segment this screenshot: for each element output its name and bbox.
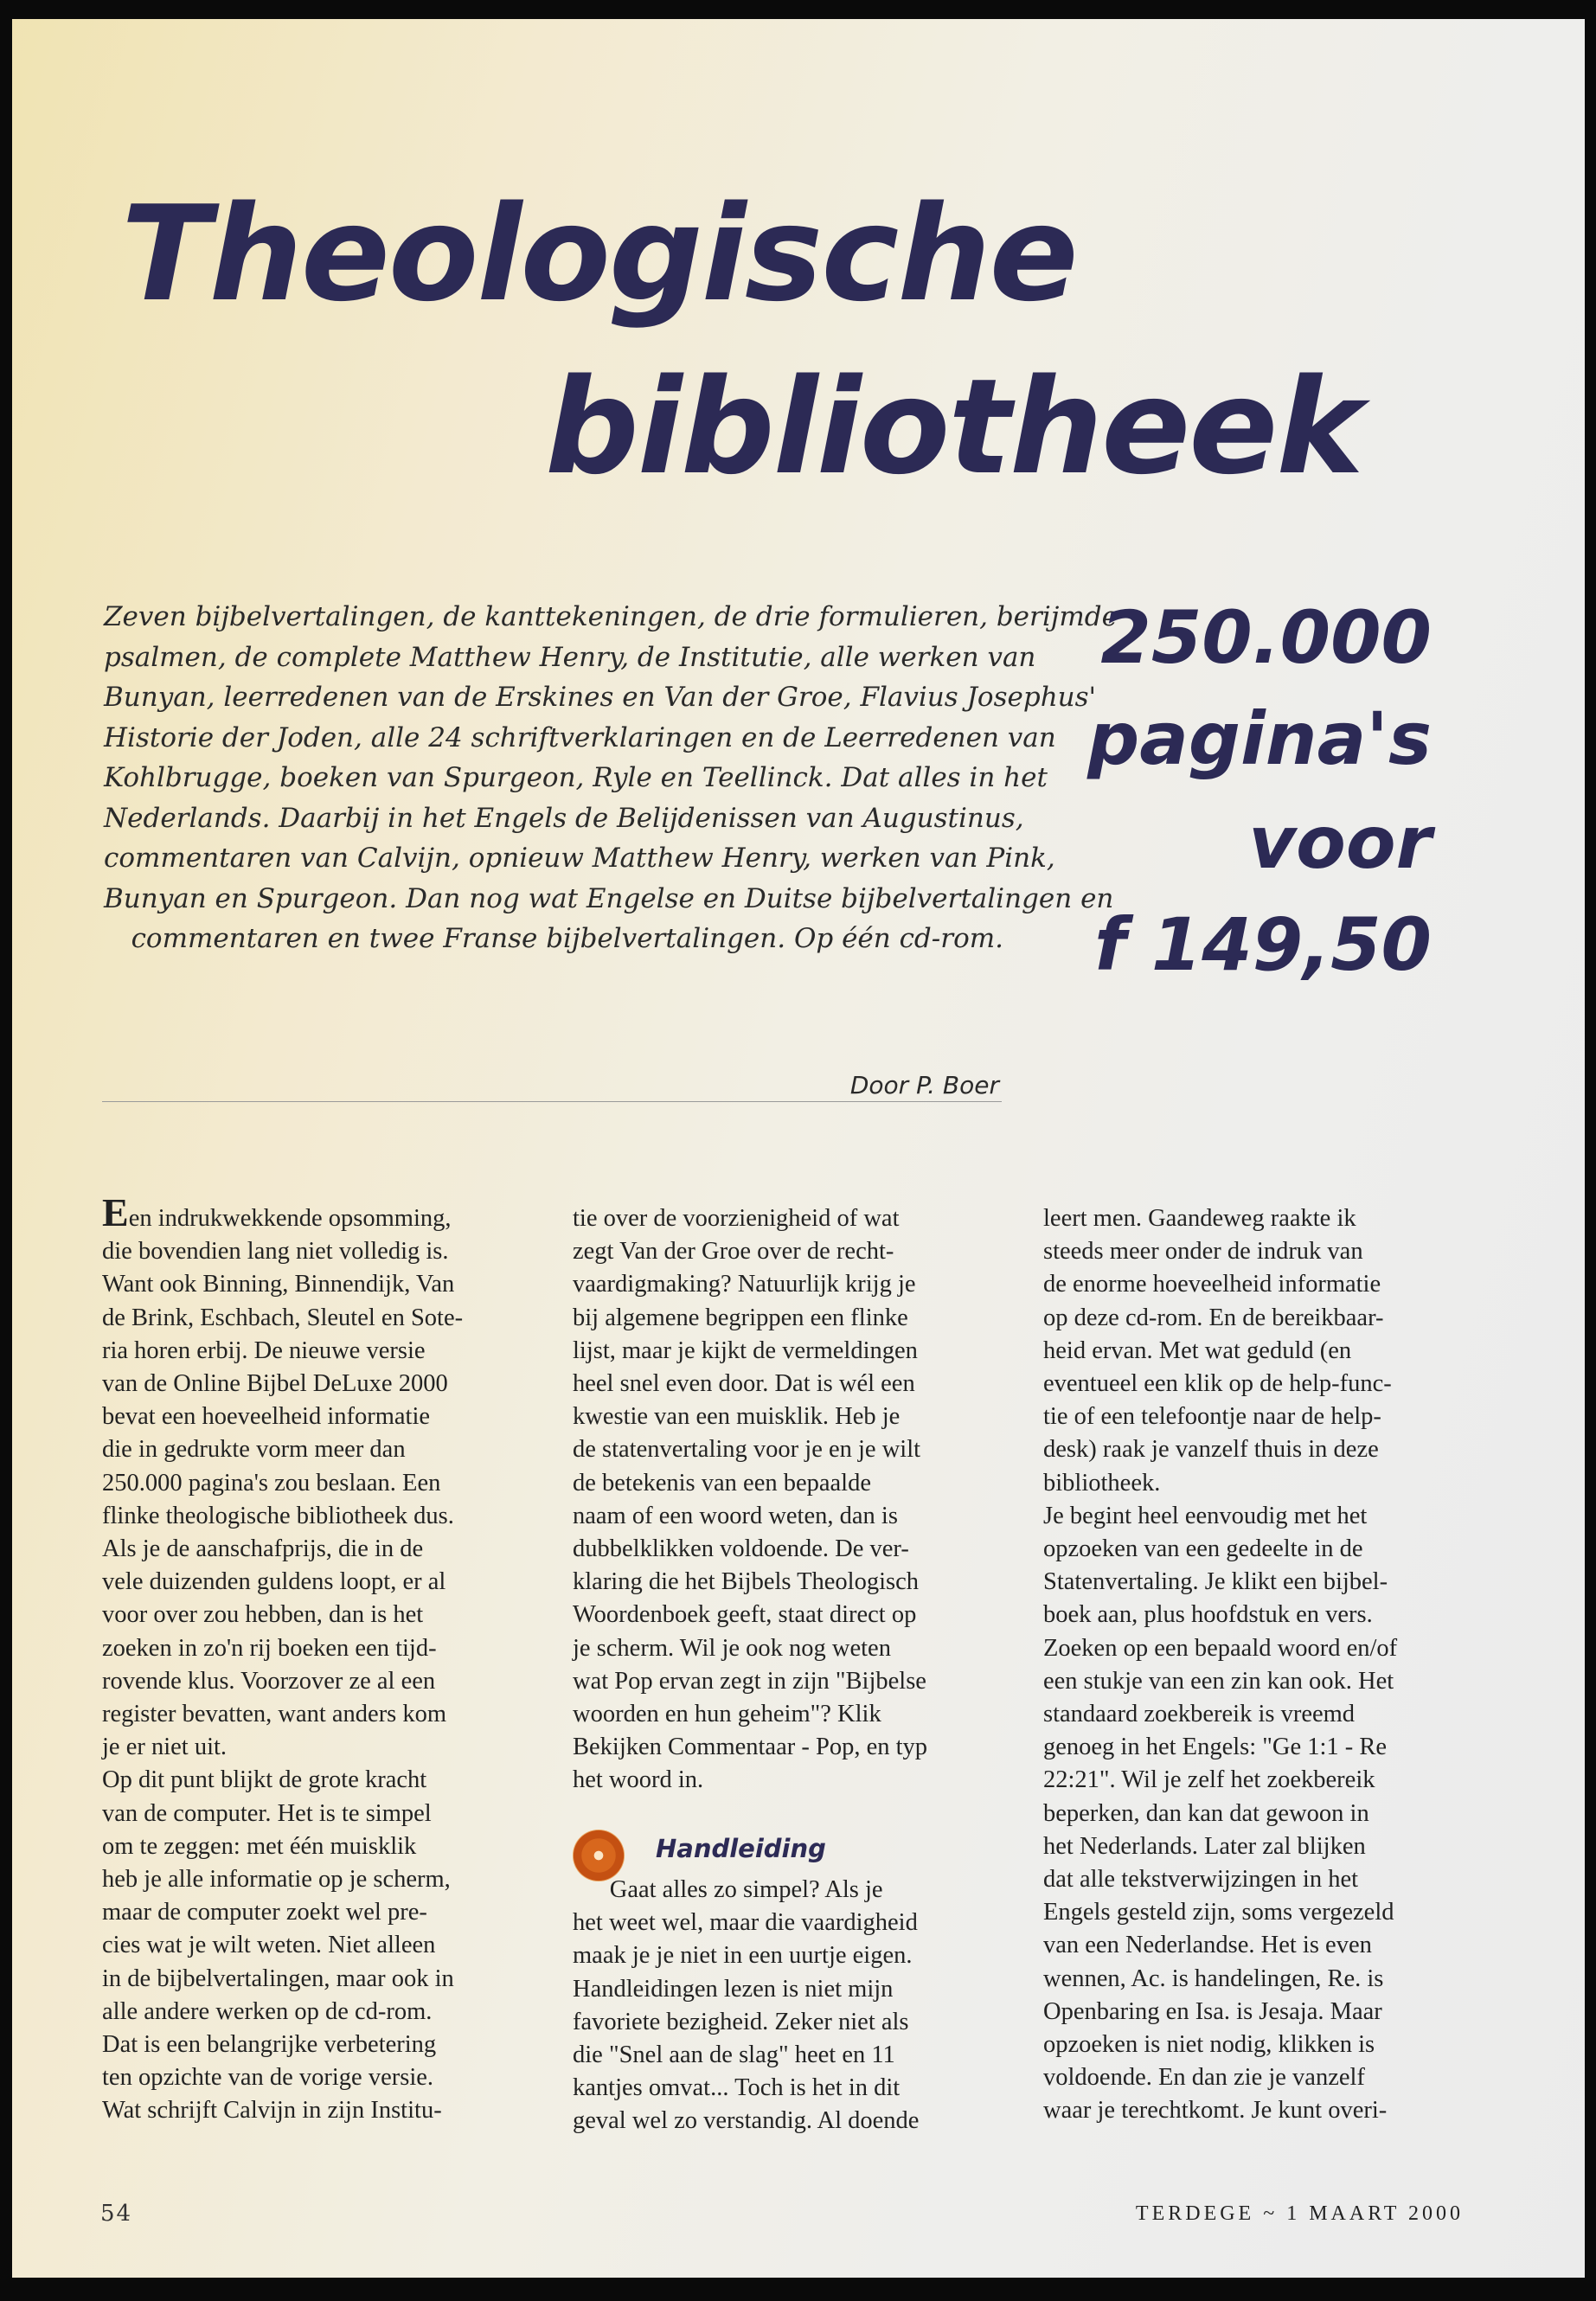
body-line: flinke theologische bibliotheek dus. xyxy=(102,1502,454,1529)
first-line-text: en indrukwekkende opsomming, xyxy=(128,1205,452,1232)
page-number: 54 xyxy=(100,2201,133,2227)
body-line: naam of een woord weten, dan is xyxy=(573,1502,898,1529)
intro-paragraph xyxy=(104,597,1118,959)
body-line: een stukje van een zin kan ook. Het xyxy=(1043,1667,1394,1695)
body-line: Engels gesteld zijn, soms vergezeld xyxy=(1043,1899,1394,1926)
scan-border-right xyxy=(1585,0,1596,2301)
intro-line: commentaren en twee Franse bijbelvertalingen. Op één cd-rom. xyxy=(131,923,1003,954)
section-subheading: Handleiding xyxy=(656,1834,826,1863)
body-line: van de computer. Het is te simpel xyxy=(102,1799,432,1827)
body-line: 250.000 pagina's zou beslaan. Een xyxy=(102,1469,441,1497)
drop-cap: E xyxy=(102,1190,129,1234)
body-line: Wat schrijft Calvijn in zijn Institu- xyxy=(102,2097,442,2125)
body-line: favoriete bezigheid. Zeker niet als xyxy=(573,2008,909,2035)
body-line: bibliotheek. xyxy=(1043,1469,1161,1497)
body-line: je er niet uit. xyxy=(102,1734,228,1761)
body-line: van een Nederlandse. Het is even xyxy=(1043,1932,1372,1959)
body-line: de statenvertaling voor je en je wilt xyxy=(573,1436,921,1464)
body-line: in de bijbelvertalingen, maar ook in xyxy=(102,1965,454,1992)
body-line: tie over de voorzienigheid of wat xyxy=(573,1205,900,1232)
body-line: wat Pop ervan zegt in zijn "Bijbelse xyxy=(573,1667,926,1695)
byline-divider xyxy=(102,1101,1002,1102)
scan-border-top xyxy=(0,0,1596,19)
body-line: Je begint heel eenvoudig met het xyxy=(1043,1502,1368,1529)
body-line: die bovendien lang niet volledig is. xyxy=(102,1238,449,1266)
body-line: cies wat je wilt weten. Niet alleen xyxy=(102,1932,436,1959)
price-callout-line: 250.000 xyxy=(1100,595,1432,680)
body-column-2 xyxy=(573,1202,1005,1798)
body-line: 22:21". Wil je zelf het zoekbereik xyxy=(1043,1766,1375,1794)
body-column-3 xyxy=(1043,1202,1476,2128)
intro-line: commentaren van Calvijn, opnieuw Matthew Henry, werken van Pink, xyxy=(104,843,1055,874)
title-line-1: Theologische xyxy=(121,177,1077,330)
body-line: Zoeken op een bepaald woord en/of xyxy=(1043,1634,1398,1662)
body-line: waar je terechtkomt. Je kunt overi- xyxy=(1043,2097,1388,2125)
body-line: alle andere werken op de cd-rom. xyxy=(102,1997,433,2025)
body-column-2-continued xyxy=(573,1874,1005,2138)
body-line: vaardigmaking? Natuurlijk krijg je xyxy=(573,1271,916,1298)
body-line: genoeg in het Engels: "Ge 1:1 - Re xyxy=(1043,1734,1388,1761)
body-line: woorden en hun geheim"? Klik xyxy=(573,1701,881,1728)
intro-line: Bunyan en Spurgeon. Dan nog wat Engelse en Duitse bijbelvertalingen en xyxy=(104,882,1114,914)
body-line: Want ook Binning, Binnendijk, Van xyxy=(102,1271,455,1298)
body-line: opzoeken van een gedeelte in de xyxy=(1043,1535,1363,1563)
body-line: Bekijken Commentaar - Pop, en typ xyxy=(573,1734,928,1761)
body-line: van de Online Bijbel DeLuxe 2000 xyxy=(102,1370,448,1398)
intro-line: Nederlands. Daarbij in het Engels de Belijdenissen van Augustinus, xyxy=(104,802,1024,834)
body-line: kwestie van een muisklik. Heb je xyxy=(573,1403,901,1431)
price-callout-line: f 149,50 xyxy=(1094,902,1432,987)
body-line: die in gedrukte vorm meer dan xyxy=(102,1436,406,1464)
body-line: dubbelklikken voldoende. De ver- xyxy=(573,1535,909,1563)
body-line: steeds meer onder de indruk van xyxy=(1043,1238,1363,1266)
body-line: heid ervan. Met wat geduld (en xyxy=(1043,1336,1352,1364)
body-line: Gaat alles zo simpel? Als je xyxy=(573,1876,883,1903)
body-line: opzoeken is niet nodig, klikken is xyxy=(1043,2031,1375,2059)
body-line: de betekenis van een bepaalde xyxy=(573,1469,871,1497)
body-line: klaring die het Bijbels Theologisch xyxy=(573,1568,919,1596)
title-line-2: bibliotheek xyxy=(545,350,1362,503)
body-line: dat alle tekstverwijzingen in het xyxy=(1043,1866,1359,1894)
body-line: maar de computer zoekt wel pre- xyxy=(102,1899,427,1926)
body-line: je scherm. Wil je ook nog weten xyxy=(573,1634,891,1662)
body-line: boek aan, plus hoofdstuk en vers. xyxy=(1043,1601,1373,1629)
body-line: desk) raak je vanzelf thuis in deze xyxy=(1043,1436,1379,1464)
price-callout-line: pagina's xyxy=(1087,696,1432,781)
body-line: rovende klus. Voorzover ze al een xyxy=(102,1667,436,1695)
price-callout-line: voor xyxy=(1248,800,1432,885)
scan-border-bottom xyxy=(0,2278,1596,2301)
scan-border-left xyxy=(0,0,12,2301)
body-line: bevat een hoeveelheid informatie xyxy=(102,1403,431,1431)
body-line: op deze cd-rom. En de bereikbaar- xyxy=(1043,1304,1384,1331)
body-line: leert men. Gaandeweg raakte ik xyxy=(1043,1205,1356,1232)
body-line: de Brink, Eschbach, Sleutel en Sote- xyxy=(102,1304,464,1331)
body-line: voor over zou hebben, dan is het xyxy=(102,1601,424,1629)
body-line: die "Snel aan de slag" heet en 11 xyxy=(573,2041,895,2069)
body-line: maak je je niet in een uurtje eigen. xyxy=(573,1942,913,1970)
body-line: heb je alle informatie op je scherm, xyxy=(102,1866,451,1894)
body-line: zegt Van der Groe over de recht- xyxy=(573,1238,894,1266)
column-first-line xyxy=(102,1190,535,1235)
body-line: heel snel even door. Dat is wél een xyxy=(573,1370,915,1398)
body-line: tie of een telefoontje naar de help- xyxy=(1043,1403,1381,1431)
body-line: om te zeggen: met één muisklik xyxy=(102,1832,417,1860)
body-line: Woordenboek geeft, staat direct op xyxy=(573,1601,917,1629)
intro-line: Bunyan, leerredenen van de Erskines en Van der Groe, Flavius Josephus' xyxy=(104,682,1097,713)
body-line: kantjes omvat... Toch is het in dit xyxy=(573,2074,901,2102)
intro-line: Zeven bijbelvertalingen, de kanttekeningen, de drie formulieren, berijmde xyxy=(104,601,1118,632)
body-line: Statenvertaling. Je klikt een bijbel- xyxy=(1043,1568,1388,1596)
body-line: eventueel een klik op de help-func- xyxy=(1043,1370,1392,1398)
body-line: ria horen erbij. De nieuwe versie xyxy=(102,1336,426,1364)
body-line: Handleidingen lezen is niet mijn xyxy=(573,1975,894,2003)
author-byline: Door P. Boer xyxy=(849,1071,999,1099)
body-line: lijst, maar je kijkt de vermeldingen xyxy=(573,1336,918,1364)
body-line: zoeken in zo'n rij boeken een tijd- xyxy=(102,1634,437,1662)
intro-line: Kohlbrugge, boeken van Spurgeon, Ryle en Teellinck. Dat alles in het xyxy=(104,762,1048,793)
body-line: de enorme hoeveelheid informatie xyxy=(1043,1271,1381,1298)
body-line: het woord in. xyxy=(573,1766,704,1794)
body-line: ten opzichte van de vorige versie. xyxy=(102,2064,434,2092)
body-line: beperken, dan kan dat gewoon in xyxy=(1043,1799,1369,1827)
body-line: het Nederlands. Later zal blijken xyxy=(1043,1832,1366,1860)
intro-line: psalmen, de complete Matthew Henry, de Institutie, alle werken van xyxy=(104,641,1036,673)
body-line: Als je de aanschafprijs, die in de xyxy=(102,1535,424,1563)
body-line: Dat is een belangrijke verbetering xyxy=(102,2031,437,2059)
body-line: register bevatten, want anders kom xyxy=(102,1701,447,1728)
body-line: bij algemene begrippen een flinke xyxy=(573,1304,908,1331)
body-line: wennen, Ac. is handelingen, Re. is xyxy=(1043,1965,1384,1992)
body-line: het weet wel, maar die vaardigheid xyxy=(573,1909,918,1937)
body-line: geval wel zo verstandig. Al doende xyxy=(573,2107,920,2135)
body-line: vele duizenden guldens loopt, er al xyxy=(102,1568,446,1596)
body-line: Openbaring en Isa. is Jesaja. Maar xyxy=(1043,1997,1382,2025)
body-line: voldoende. En dan zie je vanzelf xyxy=(1043,2064,1365,2092)
body-column-1 xyxy=(102,1190,535,2128)
body-line: standaard zoekbereik is vreemd xyxy=(1043,1701,1356,1728)
running-footer: TERDEGE ~ 1 MAART 2000 xyxy=(1135,2202,1464,2225)
intro-line: Historie der Joden, alle 24 schriftverklaringen en de Leerredenen van xyxy=(104,721,1056,753)
body-line: Op dit punt blijkt de grote kracht xyxy=(102,1766,427,1794)
